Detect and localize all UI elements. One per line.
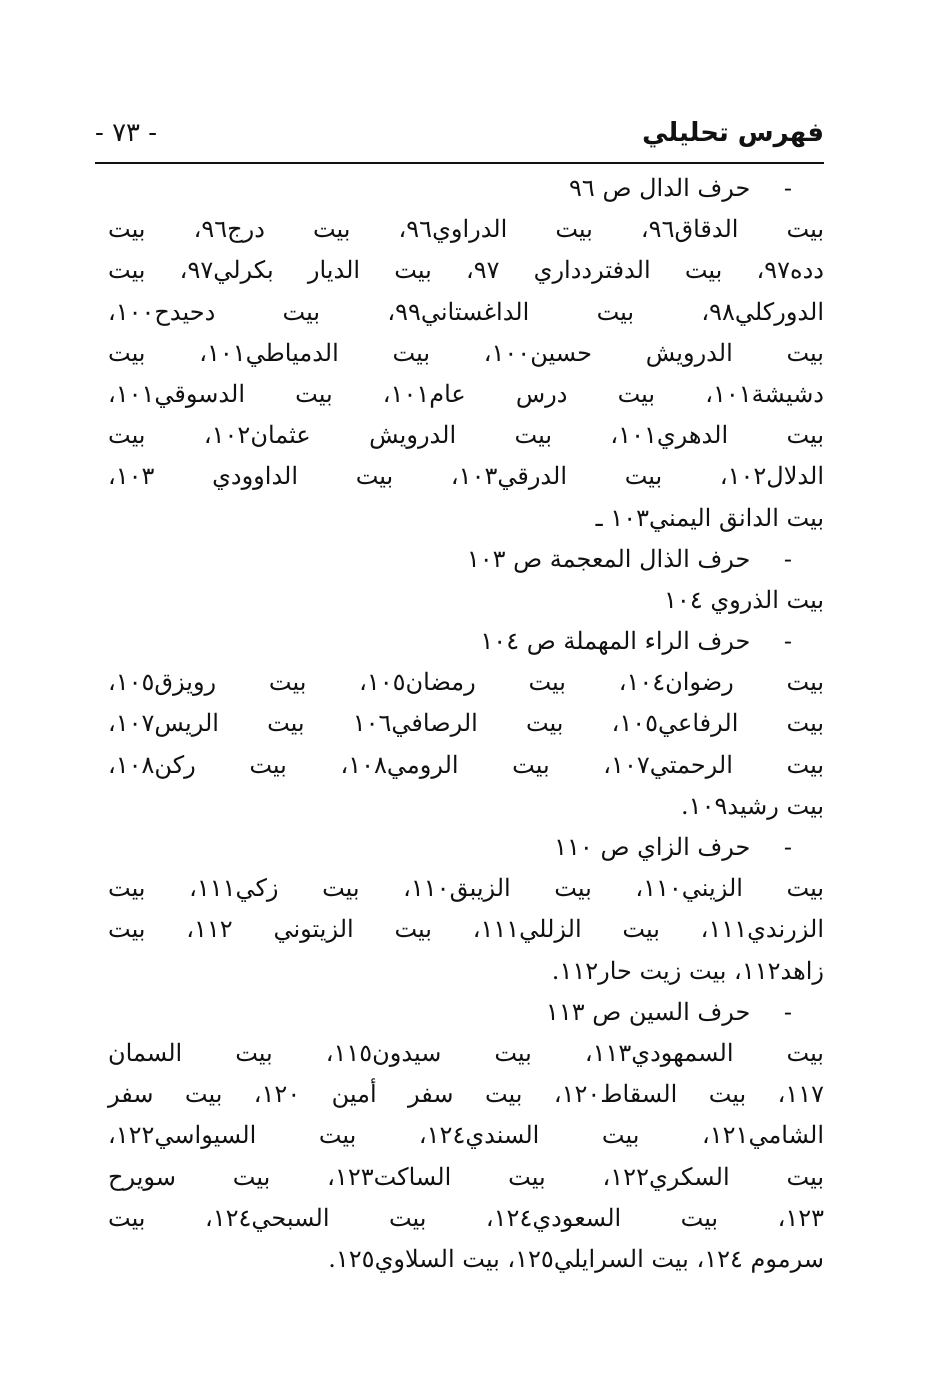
heading-dash: - [783,627,792,656]
index-entry-line: بيت الزيني١١٠، بيت الزيبق١١٠، بيت زكي١١١، بيت [108,874,824,903]
index-entry-line: بيت رشيد١٠٩. [681,791,824,820]
index-entry-line: بيت السكري١٢٢، بيت الساكت١٢٣، بيت سويرح [108,1162,824,1191]
heading-dash: - [783,997,792,1026]
index-entry-line: بيت الدقاق٩٦، بيت الدراوي٩٦، بيت درج٩٦، بيت [108,215,825,244]
page-number: - ٧٣ - [95,118,158,148]
index-entry-line: بيت الدهري١٠١، بيت الدرويش عثمان١٠٢، بيت [108,421,824,450]
index-entry-line: الدلال١٠٢، بيت الدرقي١٠٣، بيت الداوودي ١٠٣، [108,462,824,491]
index-entry-line: بيت الرحمتي١٠٧، بيت الرومي١٠٨، بيت ركن١٠٨، [108,750,825,779]
index-entry-line: بيت الرفاعي١٠٥، بيت الرصافي١٠٦ بيت الريس١٠٧، [108,709,825,738]
heading-dash: - [783,544,792,573]
index-entry-line: الشامي١٢١، بيت السندي١٢٤، بيت السيواسي١٢٢، [108,1121,824,1150]
heading-text: حرف الراء المهملة ص ١٠٤ [480,627,751,656]
index-entry-line: بيت رضوان١٠٤، بيت رمضان١٠٥، بيت رويزق١٠٥، [108,668,824,697]
page-header [95,118,824,162]
letter-heading [108,827,824,868]
letter-heading [108,168,824,209]
letter-heading [108,621,824,662]
header-rule [95,162,824,164]
heading-text: حرف الزاي ص ١١٠ [554,833,751,861]
index-entry-line: دشيشة١٠١، بيت درس عام١٠١، بيت الدسوقي١٠١، [108,379,824,408]
index-body [108,168,824,1280]
letter-heading [108,539,824,580]
index-entry-line: بيت الدرويش حسين١٠٠، بيت الدمياطي١٠١، بيت [108,338,824,367]
index-entry-line: ١١٧، بيت السقاط١٢٠، بيت سفر أمين ١٢٠، بيت سفر [108,1080,824,1109]
heading-text: حرف الذال المعجمة ص ١٠٣ [466,544,751,573]
index-entry-line: بيت الذروي ١٠٤ [664,585,824,614]
heading-text: حرف السين ص ١١٣ [545,997,751,1026]
index-entry-line: دده٩٧، بيت الدفتردداري ٩٧، بيت الديار بكرلي٩٧، بيت [108,256,824,285]
heading-dash: - [783,833,792,861]
index-entry-line: بيت الدانق اليمني١٠٣ ـ [595,503,824,532]
letter-heading [108,992,824,1033]
heading-text: حرف الدال ص ٩٦ [569,174,751,202]
index-entry-line: بيت السمهودي١١٣، بيت سيدون١١٥، بيت السمان [108,1038,824,1067]
index-entry-line: الزرندي١١١، بيت الزللي١١١، بيت الزيتوني ١١٢، بيت [108,915,824,944]
heading-dash: - [783,174,792,202]
index-entry-line: الدوركلي٩٨، بيت الداغستاني٩٩، بيت دحيدح١٠٠، [108,297,824,326]
index-entry-line: سرموم ١٢٤، بيت السرايلي١٢٥، بيت السلاوي١٢٥. [328,1244,824,1273]
index-entry-line: ١٢٣، بيت السعودي١٢٤، بيت السبحي١٢٤، بيت [108,1203,824,1232]
running-header-title: فهرس تحليلي [642,118,824,148]
index-entry-line: زاهد١١٢، بيت زيت حار١١٢. [551,956,824,985]
